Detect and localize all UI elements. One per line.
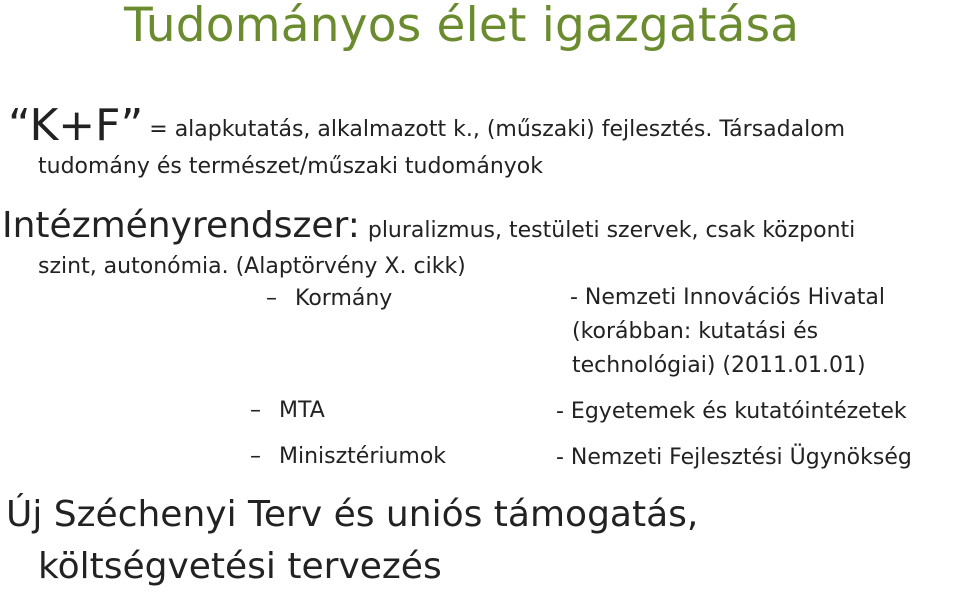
list-item [266,284,392,314]
institutions-continuation: szint, autonómia. (Alaptörvény X. cikk) [38,254,466,279]
kf-term: “K+F” [8,100,144,151]
nih-line-1: - Nemzeti Innovációs Hivatal [570,285,886,310]
institutions-line [2,203,855,255]
kf-continuation: tudomány és természet/műszaki tudományok [38,154,544,179]
nih-line-2: (korábban: kutatási és [572,319,819,344]
kf-definition-line [8,100,845,156]
dash-bullet: – [250,398,261,423]
bottom-line-1: Új Széchenyi Terv és uniós támogatás, [6,494,699,535]
universities-line: - Egyetemek és kutatóintézetek [556,399,907,424]
dash-bullet: – [266,286,277,311]
institutions-term: Intézményrendszer: [2,205,360,246]
list-item [250,442,446,472]
nfu-line: - Nemzeti Fejlesztési Ügynökség [556,445,912,470]
list-item [250,396,325,426]
bottom-line-2: költségvetési tervezés [38,546,442,587]
kf-definition: = alapkutatás, alkalmazott k., (műszaki) fejlesztés. Társadalom [149,117,846,142]
dash-bullet: – [250,444,261,469]
item-label-kormany: Kormány [295,286,393,311]
institutions-text: pluralizmus, testületi szervek, csak központi [367,218,856,243]
item-label-miniszteriumok: Minisztériumok [279,444,447,469]
slide-title: Tudományos élet igazgatása [124,0,800,53]
item-label-mta: MTA [279,398,325,423]
nih-line-3: technológiai) (2011.01.01) [572,353,866,378]
